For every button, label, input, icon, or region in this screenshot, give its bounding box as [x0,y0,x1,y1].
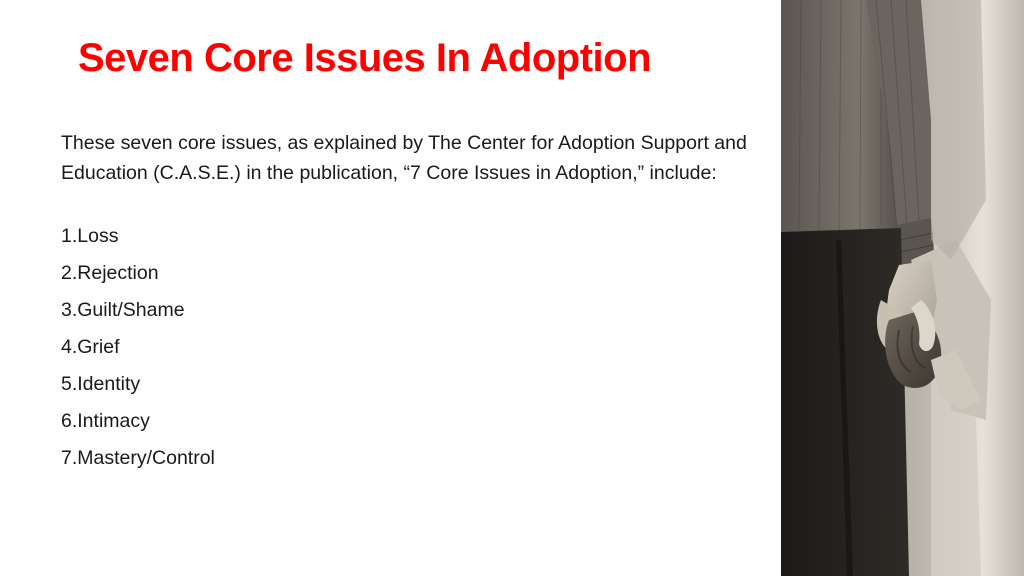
list-item: 1.Loss [61,225,119,247]
list-item: 5.Identity [61,373,141,395]
slide-body [61,128,779,477]
holding-hands-photo-icon [781,0,1024,576]
slide-title: Seven Core Issues In Adoption [78,36,652,80]
list-item: 3.Guilt/Shame [61,299,185,321]
list-item: 7.Mastery/Control [61,447,215,469]
core-issues-list [61,218,779,477]
intro-paragraph: These seven core issues, as explained by The Center for Adoption Support and Education (C.A.S.E.) in the publication, “7 Core Issues in Adoption,” include: [61,132,747,184]
list-item: 2.Rejection [61,262,159,284]
list-item: 6.Intimacy [61,410,150,432]
list-item: 4.Grief [61,336,120,358]
